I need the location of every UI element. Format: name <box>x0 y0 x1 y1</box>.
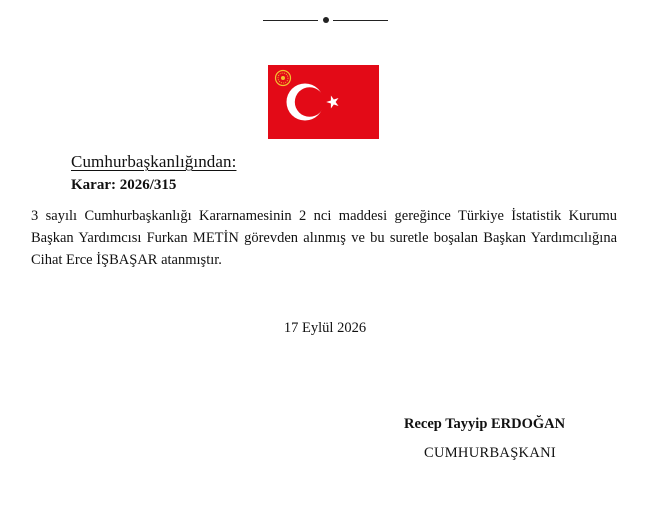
signer-name: Recep Tayyip ERDOĞAN <box>404 416 566 432</box>
flag-crescent-inner <box>295 87 325 117</box>
decision-number: Karar: 2026/315 <box>71 177 177 193</box>
divider-left-line <box>263 20 318 21</box>
divider-dot <box>323 17 329 23</box>
divider-right-line <box>333 20 388 21</box>
decision-date: 17 Eylül 2026 <box>283 320 367 336</box>
decision-body-text: 3 sayılı Cumhurbaşkanlığı Kararnamesinin 2 nci maddesi gereğince Türkiye İstatistik Kurumu Başkan Yardımcısı Furkan METİN görevden alınmış ve bu suretle boşalan Başkan Yardımcılığına Cihat Erce İŞBAŞAR atanmıştır. <box>31 208 617 268</box>
turkish-flag-icon <box>268 65 379 139</box>
issuer-heading: Cumhurbaşkanlığından: <box>71 152 237 171</box>
signer-title: CUMHURBAŞKANI <box>424 445 556 461</box>
